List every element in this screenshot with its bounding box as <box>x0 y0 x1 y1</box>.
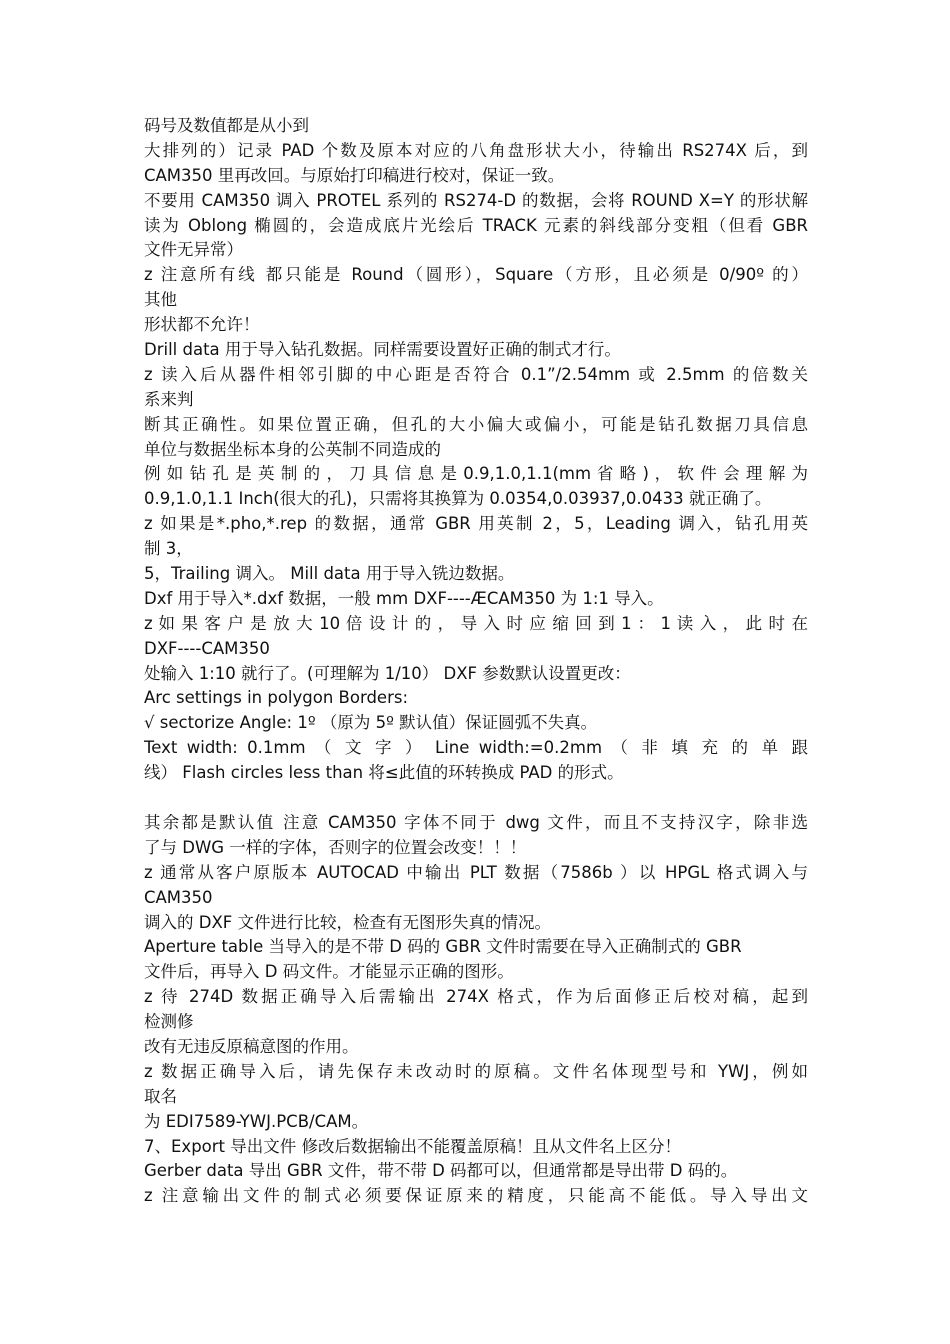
text-line: 取名 <box>144 1086 177 1106</box>
text-line: z 待 274D 数据正确导入后需输出 274X 格式，作为后面修正后校对稿，起到 <box>144 987 808 1007</box>
text-line: 文件后，再导入 D 码文件。才能显示正确的图形。 <box>144 962 514 982</box>
text-line: z 注意输出文件的制式必须要保证原来的精度，只能高不能低。导入导出文 <box>144 1186 808 1206</box>
text-line: 为 EDI7589-YWJ.PCB/CAM。 <box>144 1111 369 1131</box>
text-line: 制 3， <box>144 539 193 559</box>
text-line: 例 如 钻 孔 是 英 制 的 ， 刀 具 信 息 是 0.9,1.0,1.1(mm 省 略 ) ， 软 件 会 理 解 为 <box>144 464 808 484</box>
text-line: Gerber data 导出 GBR 文件，带不带 D 码都可以，但通常都是导出带 D 码的。 <box>144 1161 738 1181</box>
text-line: z 如果是*.pho,*.rep 的数据，通常 GBR 用英制 2，5，Leading 调入，钻孔用英 <box>144 514 808 534</box>
text-line: 形状都不允许！ <box>144 315 260 335</box>
text-line: 读为 Oblong 椭圆的，会造成底片光绘后 TRACK 元素的斜线部分变粗（但看 GBR <box>144 215 808 235</box>
text-line: CAM350 <box>144 887 213 907</box>
text-line: z 读入后从器件相邻引脚的中心距是否符合 0.1”/2.54mm 或 2.5mm 的倍数关 <box>144 364 808 384</box>
text-line: 系来判 <box>144 389 194 409</box>
text-line: 大排列的）记录 PAD 个数及原本对应的八角盘形状大小，待输出 RS274X 后，到 <box>144 140 808 160</box>
text-line: 调入的 DXF 文件进行比较，检查有无图形失真的情况。 <box>144 912 551 932</box>
text-line: 断其正确性。如果位置正确，但孔的大小偏大或偏小，可能是钻孔数据刀具信息 <box>144 414 808 434</box>
text-line: Arc settings in polygon Borders: <box>144 688 409 708</box>
text-line: 码号及数值都是从小到 <box>144 116 309 135</box>
text-line: 检测修 <box>144 1012 194 1032</box>
text-line: 单位与数据坐标本身的公英制不同造成的 <box>144 439 441 459</box>
text-line: 文件无异常） <box>144 240 243 260</box>
text-line: Aperture table 当导入的是不带 D 码的 GBR 文件时需要在导入正确制式的 GBR <box>144 937 742 957</box>
text-line: √ sectorize Angle: 1º （原为 5º 默认值）保证圆弧不失真。 <box>144 713 598 733</box>
text-line: z 数据正确导入后，请先保存未改动时的原稿。文件名体现型号和 YWJ，例如 <box>144 1061 808 1081</box>
text-line: 不要用 CAM350 调入 PROTEL 系列的 RS274-D 的数据，会将 ROUND X=Y 的形状解 <box>144 190 808 210</box>
text-line: 0.9,1.0,1.1 Inch(很大的孔)，只需将其换算为 0.0354,0.03937,0.0433 就正确了。 <box>144 489 772 509</box>
text-line: 了与 DWG 一样的字体，否则字的位置会改变！！！ <box>144 837 527 857</box>
document-body <box>144 114 808 1209</box>
text-line: 7、Export 导出文件 修改后数据输出不能覆盖原稿！且从文件名上区分！ <box>144 1136 681 1156</box>
text-line: Dxf 用于导入*.dxf 数据，一般 mm DXF----ÆCAM350 为 1:1 导入。 <box>144 588 664 608</box>
text-line: 线） Flash circles less than 将≤此值的环转换成 PAD 的形式。 <box>144 763 624 783</box>
text-line: Text width: 0.1mm （ 文 字 ） Line width:=0.2mm （ 非 填 充 的 单 跟 <box>144 738 808 758</box>
text-line: 处输入 1:10 就行了。(可理解为 1/10） DXF 参数默认设置更改： <box>144 663 631 683</box>
text-line: 其余都是默认值 注意 CAM350 字体不同于 dwg 文件，而且不支持汉字，除非选 <box>144 812 808 832</box>
text-line: 5，Trailing 调入。 Mill data 用于导入铣边数据。 <box>144 564 515 584</box>
text-line: 其他 <box>144 290 177 310</box>
text-line: z 通常从客户原版本 AUTOCAD 中输出 PLT 数据（7586b ）以 HPGL 格式调入与 <box>144 862 808 882</box>
text-line: Drill data 用于导入钻孔数据。同样需要设置好正确的制式才行。 <box>144 340 621 360</box>
text-line: z 如 果 客 户 是 放 大 10 倍 设 计 的 ， 导 入 时 应 缩 回 到 1 ： 1 读 入 ， 此 时 在 <box>144 613 808 633</box>
text-line: CAM350 里再改回。与原始打印稿进行校对，保证一致。 <box>144 165 565 185</box>
text-line: z 注意所有线 都只能是 Round（圆形），Square（方形，且必须是 0/90º 的） <box>144 265 808 285</box>
text-line <box>144 786 808 811</box>
text-line: 改有无违反原稿意图的作用。 <box>144 1036 359 1056</box>
text-line: DXF----CAM350 <box>144 638 270 658</box>
